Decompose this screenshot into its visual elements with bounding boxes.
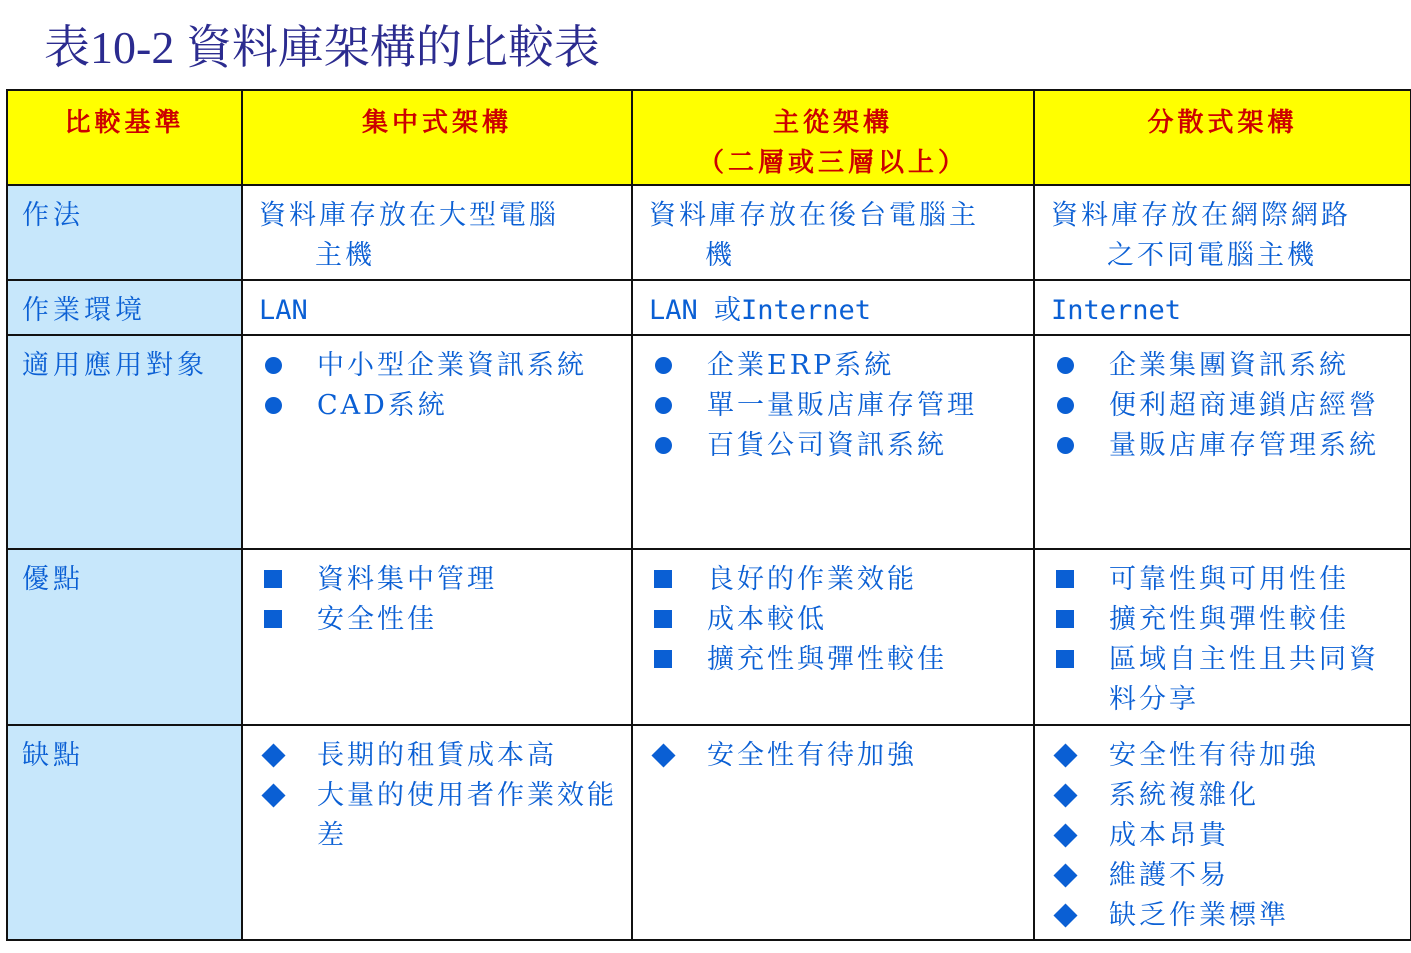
header-client-server-title: 主從架構 <box>772 108 893 138</box>
diamond-bullet-icon <box>1051 736 1079 776</box>
list-item-text: 成本昂貴 <box>1109 820 1229 851</box>
list-item <box>259 560 625 600</box>
cell-apps-client-server <box>632 335 1034 549</box>
cell-env-centralized: LAN <box>242 280 632 335</box>
cell-method-centralized: 資料庫存放在大型電腦 主機 <box>242 185 632 280</box>
circle-bullet-icon <box>1051 426 1079 466</box>
header-row <box>7 90 1411 185</box>
square-bullet-icon <box>1051 600 1079 640</box>
list-item-text: 安全性有待加強 <box>1109 740 1319 771</box>
list-item <box>1051 426 1404 466</box>
table-row-method <box>7 185 1411 280</box>
row-label-method: 作法 <box>7 185 242 280</box>
list-item-text: 可靠性與可用性佳 <box>1109 564 1349 595</box>
square-bullet-icon <box>649 600 677 640</box>
list-item-text: 中小型企業資訊系統 <box>317 350 587 381</box>
diamond-bullet-icon <box>649 736 677 776</box>
list-item <box>1051 896 1404 936</box>
list-item-text: 大量的使用者作業效能差 <box>317 780 617 851</box>
list-item-text: 安全性佳 <box>317 604 437 635</box>
list-item <box>1051 560 1404 600</box>
list-item <box>259 600 625 640</box>
circle-bullet-icon <box>649 386 677 426</box>
list-item <box>649 640 1027 680</box>
cell-cons-centralized <box>242 725 632 940</box>
list-item <box>1051 736 1404 776</box>
cell-cons-client-server <box>632 725 1034 940</box>
list-item <box>259 736 625 776</box>
circle-bullet-icon <box>1051 386 1079 426</box>
circle-bullet-icon <box>1051 346 1079 386</box>
square-bullet-icon <box>649 560 677 600</box>
table-row-pros <box>7 549 1411 725</box>
square-bullet-icon <box>1051 640 1079 680</box>
list-item-text: 資料集中管理 <box>317 564 497 595</box>
square-bullet-icon <box>1051 560 1079 600</box>
diamond-bullet-icon <box>1051 816 1079 856</box>
comparison-table <box>6 89 1411 941</box>
list-item-text: 便利超商連鎖店經營 <box>1109 390 1379 421</box>
list-item <box>1051 600 1404 640</box>
list-item-text: 企業ERP系統 <box>707 350 895 381</box>
list-item-text: 良好的作業效能 <box>707 564 917 595</box>
list-item-text: 長期的租賃成本高 <box>317 740 557 771</box>
header-client-server-sub: （二層或三層以上） <box>697 148 968 178</box>
header-criteria: 比較基準 <box>7 90 242 185</box>
square-bullet-icon <box>259 560 287 600</box>
list-item-text: 維護不易 <box>1109 860 1229 891</box>
list-item <box>1051 386 1404 426</box>
cell-pros-centralized <box>242 549 632 725</box>
row-label-apps: 適用應用對象 <box>7 335 242 549</box>
diamond-bullet-icon <box>1051 896 1079 936</box>
circle-bullet-icon <box>259 346 287 386</box>
list-item-text: 系統複雜化 <box>1109 780 1259 811</box>
list-item-text: 單一量販店庫存管理 <box>707 390 977 421</box>
list-item <box>259 776 625 856</box>
row-label-cons: 缺點 <box>7 725 242 940</box>
list-item-text: 區域自主性且共同資料分享 <box>1109 644 1379 715</box>
list-item-text: 企業集團資訊系統 <box>1109 350 1349 381</box>
cell-env-client-server: LAN 或Internet <box>632 280 1034 335</box>
list-item <box>649 426 1027 466</box>
cell-pros-client-server <box>632 549 1034 725</box>
diamond-bullet-icon <box>259 776 287 816</box>
table-row-apps <box>7 335 1411 549</box>
circle-bullet-icon <box>649 346 677 386</box>
cell-apps-centralized <box>242 335 632 549</box>
list-item <box>649 600 1027 640</box>
circle-bullet-icon <box>649 426 677 466</box>
cell-method-client-server: 資料庫存放在後台電腦主 機 <box>632 185 1034 280</box>
cell-pros-distributed <box>1034 549 1411 725</box>
list-item <box>259 346 625 386</box>
list-item-text: 擴充性與彈性較佳 <box>1109 604 1349 635</box>
table-row-cons <box>7 725 1411 940</box>
list-item-text: CAD系統 <box>317 390 448 421</box>
list-item <box>649 736 1027 776</box>
list-item-text: 成本較低 <box>707 604 827 635</box>
row-label-pros: 優點 <box>7 549 242 725</box>
diamond-bullet-icon <box>259 736 287 776</box>
cell-method-distributed: 資料庫存放在網際網路 之不同電腦主機 <box>1034 185 1411 280</box>
page-title: 表10-2 資料庫架構的比較表 <box>44 22 600 73</box>
square-bullet-icon <box>259 600 287 640</box>
cell-env-distributed: Internet <box>1034 280 1411 335</box>
list-item-text: 百貨公司資訊系統 <box>707 430 947 461</box>
row-label-env: 作業環境 <box>7 280 242 335</box>
list-item <box>1051 856 1404 896</box>
circle-bullet-icon <box>259 386 287 426</box>
header-distributed: 分散式架構 <box>1034 90 1411 185</box>
list-item <box>1051 346 1404 386</box>
list-item <box>259 386 625 426</box>
list-item <box>649 386 1027 426</box>
cell-apps-distributed <box>1034 335 1411 549</box>
list-item <box>1051 816 1404 856</box>
list-item-text: 安全性有待加強 <box>707 740 917 771</box>
list-item <box>1051 776 1404 816</box>
square-bullet-icon <box>649 640 677 680</box>
cell-cons-distributed <box>1034 725 1411 940</box>
list-item-text: 量販店庫存管理系統 <box>1109 430 1379 461</box>
table-row-env <box>7 280 1411 335</box>
list-item <box>1051 640 1404 720</box>
list-item <box>649 560 1027 600</box>
header-centralized: 集中式架構 <box>242 90 632 185</box>
header-client-server <box>632 90 1034 185</box>
diamond-bullet-icon <box>1051 776 1079 816</box>
list-item <box>649 346 1027 386</box>
list-item-text: 缺乏作業標準 <box>1109 900 1289 931</box>
diamond-bullet-icon <box>1051 856 1079 896</box>
list-item-text: 擴充性與彈性較佳 <box>707 644 947 675</box>
